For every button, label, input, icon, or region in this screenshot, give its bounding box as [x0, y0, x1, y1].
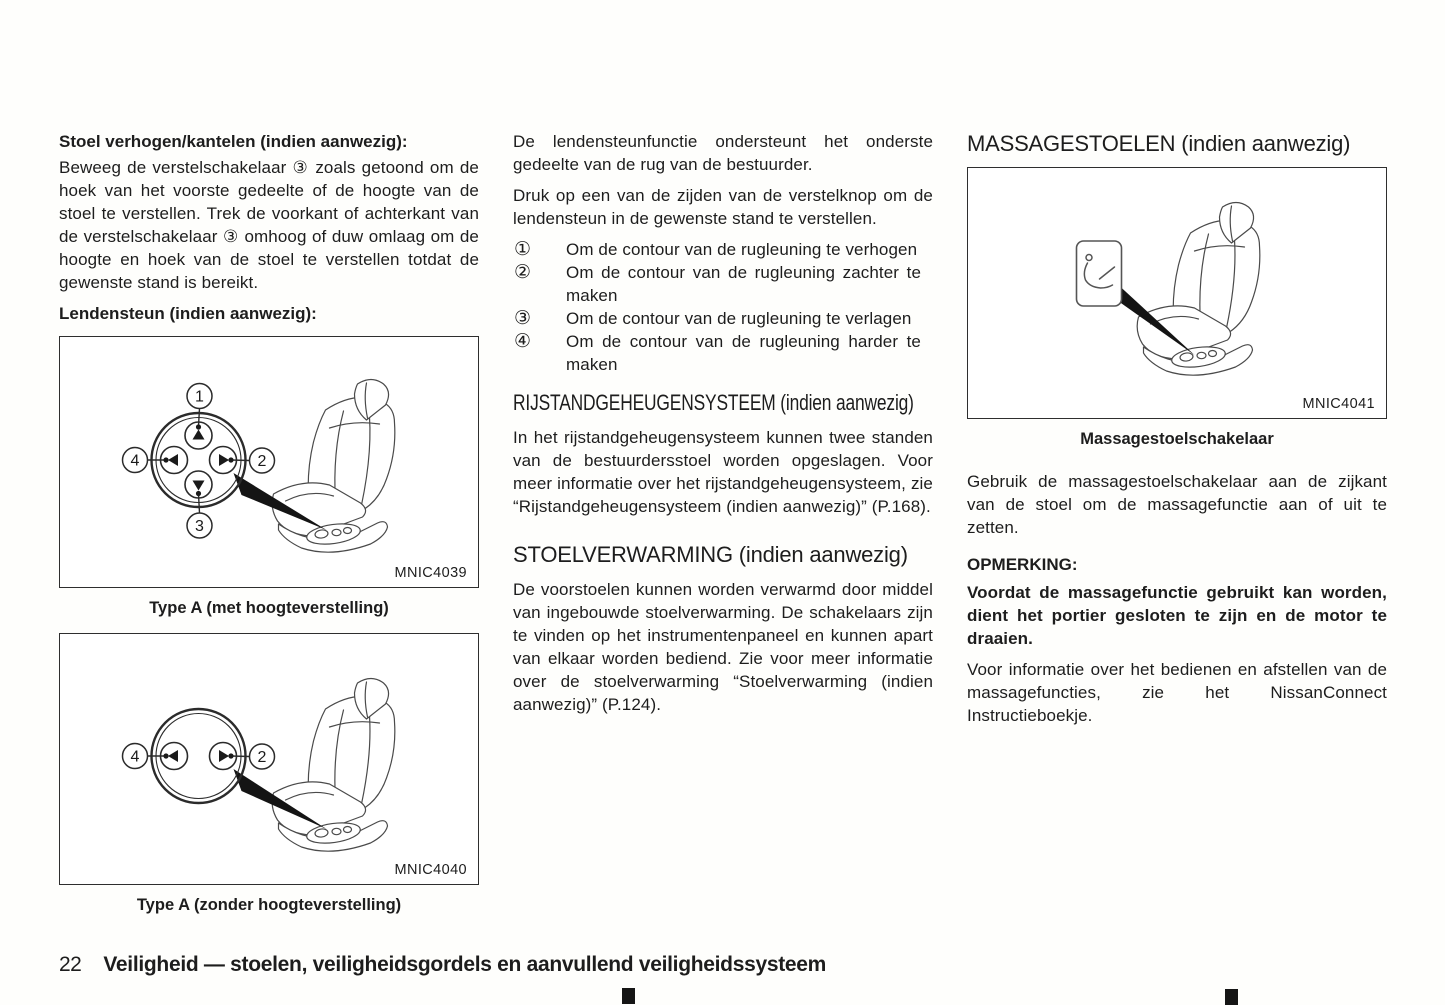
paragraph-seat-raise-tilt: Beweeg de verstelschakelaar ③ zoals getoond om de hoek van het voorste gedeelte of de hoogte van de stoel te verstellen. Trek de voorkant of achterkant van de verstelschakelaar ③ omhoog of duw omlaag om de hoogte en hoek van de stoel te verstellen totdat de gewenste stand is bereikt.	[59, 158, 479, 292]
list-item	[513, 330, 933, 376]
figure-code: MNIC4041	[1302, 396, 1375, 412]
print-crop-mark	[1225, 989, 1238, 1005]
lumbar-switch-diagram-height	[60, 337, 478, 587]
circled-number-1: ①	[514, 239, 532, 260]
arrow-icons	[168, 750, 229, 762]
list-item-text: Om de contour van de rugleuning te verhogen	[566, 240, 918, 259]
figure-code: MNIC4040	[394, 862, 467, 878]
arrow-icons	[168, 430, 229, 491]
switch-panel	[1077, 241, 1122, 306]
lumbar-callout-list	[513, 238, 933, 376]
list-item-text: Om de contour van de rugleuning te verlagen	[566, 309, 912, 328]
list-item-text: Om de contour van de rugleuning zachter te maken	[566, 263, 921, 305]
circled-number-2: ②	[514, 262, 532, 283]
paragraph-lumbar-function: De lendensteunfunctie ondersteunt het onderste gedeelte van de rug van de bestuurder.	[513, 132, 933, 174]
paragraph-seat-heating: De voorstoelen kunnen worden verwarmd door middel van ingebouwde stoelverwarming. De schakelaars zijn te vinden op het instrumentenpaneel en kunnen apart van elkaar worden bediend. Zie voor meer informatie over de stoelverwarming “Stoelverwarming (indien aanwezig)” (P.124).	[513, 580, 933, 714]
section-heading-massage-seats: MASSAGESTOELEN (indien aanwezig)	[967, 131, 1351, 156]
print-crop-mark	[622, 988, 635, 1004]
page-footer	[59, 952, 826, 978]
figure-caption-type-a-height: Type A (met hoogteverstelling)	[149, 599, 389, 617]
paragraph-drive-memory: In het rijstandgeheugensysteem kunnen twee standen van de bestuurdersstoel worden opgeslagen. Voor meer informatie over het rijstandgeheugensysteem, zie “Rijstandgeheugensysteem (indien aanwezig)” (P.168).	[513, 428, 933, 516]
subheading-lumbar-support: Lendensteun (indien aanwezig):	[59, 304, 317, 323]
figure-caption-massage-switch: Massagestoelschakelaar	[1080, 430, 1274, 448]
massage-switch-diagram	[968, 168, 1386, 418]
callout-2: 2	[257, 453, 267, 470]
figure-caption-type-a-no-height: Type A (zonder hoogteverstelling)	[136, 896, 402, 914]
note-heading: OPMERKING:	[967, 555, 1078, 574]
figure-lumbar-type-a-no-height	[59, 633, 479, 885]
figure-massage-switch	[967, 167, 1387, 419]
list-item-text: Om de contour van de rugleuning harder te maken	[566, 332, 921, 374]
circled-number-3: ③	[514, 308, 532, 329]
page-number: 22	[59, 953, 82, 976]
right-column	[967, 131, 1387, 735]
list-item	[513, 261, 933, 307]
callout-1: 1	[195, 388, 204, 406]
paragraph-massage-use: Gebruik de massagestoelschakelaar aan de zijkant van de stoel om de massagefunctie aan of uit te zetten.	[967, 472, 1387, 537]
list-item	[513, 238, 933, 261]
callout-3: 3	[195, 518, 204, 535]
subheading-seat-raise-tilt: Stoel verhogen/kantelen (indien aanwezig):	[59, 132, 408, 151]
callout-4: 4	[130, 748, 140, 766]
left-column	[59, 130, 479, 921]
callout-2: 2	[257, 749, 267, 766]
callout-4: 4	[130, 452, 140, 470]
note-text: Voordat de massagefunctie gebruikt kan worden, dient het portier gesloten te zijn en de motor te draaien.	[967, 583, 1387, 648]
footer-title: Veiligheid — stoelen, veiligheidsgordels en aanvullend veiligheidssysteem	[103, 953, 827, 976]
figure-lumbar-type-a-height	[59, 336, 479, 588]
circled-number-4: ④	[514, 331, 532, 352]
list-item	[513, 307, 933, 330]
paragraph-massage-info: Voor informatie over het bedienen en afstellen van de massagefuncties, zie het NissanConnect Instructieboekje.	[967, 660, 1387, 725]
seat-illustration	[1137, 203, 1260, 376]
seat-illustration	[272, 380, 395, 553]
callout-circles	[123, 744, 275, 770]
seat-illustration	[272, 679, 395, 852]
middle-column	[513, 130, 933, 724]
paragraph-lumbar-adjust: Druk op een van de zijden van de verstelknop om de lendensteun in de gewenste stand te verstellen.	[513, 186, 933, 228]
lumbar-switch-diagram-no-height	[60, 634, 478, 884]
section-heading-drive-memory: RIJSTANDGEHEUGENSYSTEEM (indien aanwezig)	[513, 390, 914, 415]
callout-circles	[123, 384, 275, 539]
figure-code: MNIC4039	[394, 565, 467, 581]
callout-leader-lines	[148, 756, 250, 757]
section-heading-seat-heating: STOELVERWARMING (indien aanwezig)	[513, 542, 908, 567]
